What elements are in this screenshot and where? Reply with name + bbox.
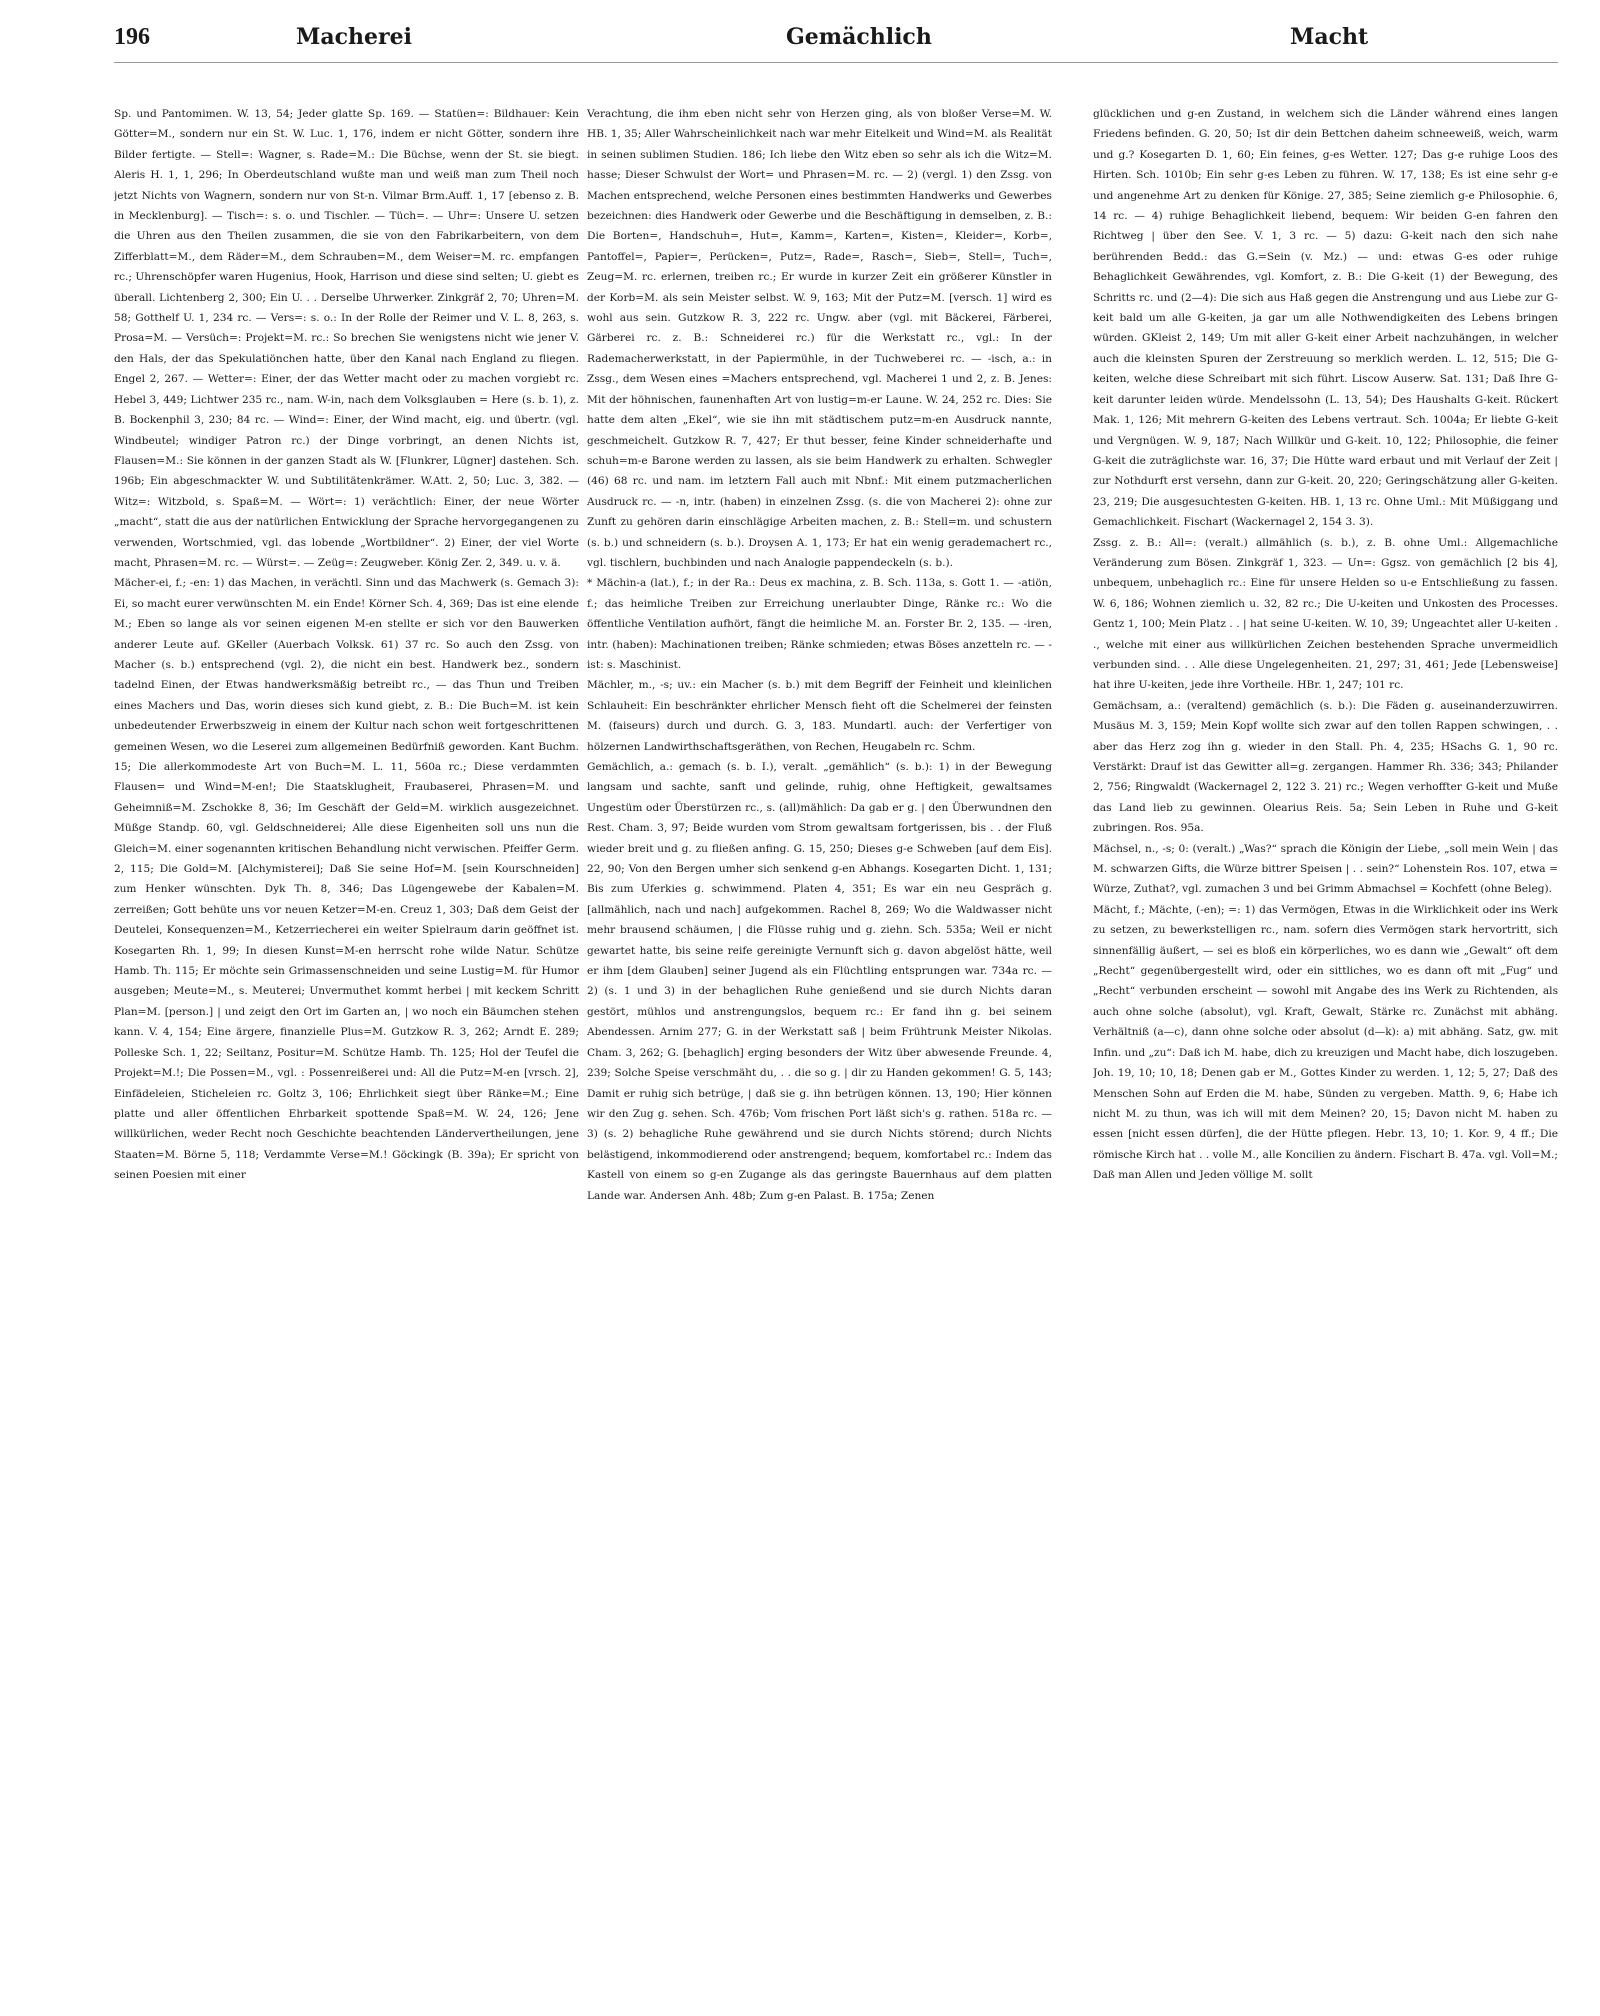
column-text: Sp. und Pantomimen. W. 13, 54; Jeder glatte Sp. 169. — Statüen=: Bildhauer: Kein Götter=M., sondern nur ein St. W. Luc. 1, 176, indem er nicht Götter, sondern ihre Bilder fertigte. — Stell=: Wagner, s. Rade=M.: Die Büchse, wenn der St. sie biegt. Aleris H. 1, 1, 296; In Oberdeutschland wußte man und weiß man zum Theil noch jetzt Nichts von Wagnern, sondern nur von St-n. Vilmar Brm.Auff. 1, 17 [ebenso z. B. in Mecklenburg]. — Tisch=: s. o. und Tischler. — Tüch=. — Uhr=: Unsere U. setzen die Uhren aus den Theilen zusammen, die sie von den Fabrikarbeitern, von dem Zifferblatt=M., dem Räder=M., dem Schrauben=M., dem Weiser=M. rc. empfangen rc.; Uhrenschöpfer waren Hugenius, Hook, Harrison und diese sind selten; U. giebt es überall. Lichtenberg 2, 300; Ein U. . . Derselbe Uhrwerker. Zinkgräf 2, 70; Uhren=M. 58; Gotthelf U. 1, 234 rc. — Vers=: s. o.: In der Rolle der Reimer und V. L. 8, 263, s. Prosa=M. — Versüch=: Projekt=M. rc.: So brechen Sie wenigstens nicht wie jener V. den Hals, der das Spekulatiönchen hatte, über den Kanal nach England zu fliegen. Engel 2, 267. — Wetter=: Einer, der das Wetter macht oder zu machen vorgiebt rc. Hebel 3, 449; Lichtwer 235 rc., nam. W-in, nach dem Volksglauben = Here (s. b. 1), z. B. Bockenphil 3, 230; 84 rc. — Wind=: Einer, der Wind macht, eig. und übertr. (vgl. Windbeutel; windiger Patron rc.) der Dinge vorbringt, an denen Nichts ist, Flausen=M.: Sie können in der ganzen Stadt als W. [Flunkrer, Lügner] dastehen. Sch. 196b; Ein abgeschmackter W. und Subtilitätenkrämer. W.Att. 2, 50; Luc. 3, 382. — Witz=: Witzbold, s. Spaß=M. — Wört=: 1) verächtlich: Einer, der neue Wörter „macht“, statt die aus der natürlichen Entwicklung der Sprache hervorgegangenen zu verwenden, Wortschmied, vgl. das lobende „Wortbildner“. 2) Einer, der viel Worte macht, Phrasen=M. rc. — Würst=. — Zeüg=: Zeugweber. König Zer. 2, 349. u. v. ä. Mächer-ei, f.; -en: 1) das Machen, in verächtl. Sinn und das Machwerk (s. Gemach 3): Ei, so macht eurer verwünschten M. ein Ende! Körner Sch. 4, 369; Das ist eine elende M.; Eben so lange als vor seinen eigenen M-en stellte er sich vor den Bauwerken anderer Leute auf. GKeller (Auerbach Volksk. 61) 37 rc. So auch den Zssg. von Macher (s. b.) entsprechend (vgl. 2), die nicht ein best. Handwerk bez., sondern tadelnd Einen, der Etwas handwerksmäßig betreibt rc., — das Thun und Treiben eines Machers und Das, worin dieses sich kund giebt, z. B.: Die Buch=M. ist kein unbedeutender Erwerbszweig in einem der Kultur nach schon weit fortgeschrittenen gemeinen Wesen, wo die Leserei zum allgemeinen Bedürfniß geworden. Kant Buchm. 15; Die allerkommodeste Art von Buch=M. L. 11, 560a rc.; Diese verdammten Flausen= und Wind=M-en!; Die Staatsklugheit, Fraubaserei, Phrasen=M. und Geheimniß=M. Zschokke 8, 36; Im Geschäft der Geld=M. wirklich ausgezeichnet. Müßge Standp. 60, vgl. Geldschneiderei; Alle diese Eigenheiten soll uns nun die Gleich=M. einer sogenannten kritischen Behandlung nicht verwischen. Pfeiffer Germ. 2, 115; Die Gold=M. [Alchymisterei]; Daß Sie seine Hof=M. [sein Kourschneiden] zum Henker wünschten. Dyk Th. 8, 346; Das Lügengewebe der Kabalen=M. zerreißen; Gott behüte uns vor neuen Ketzer=M-en. Creuz 1, 303; Daß dem Geist der Deutelei, Konsequenzen=M., Ketzerriecherei ein weiter Spielraum darin geöffnet ist. Kosegarten Rh. 1, 99; In diesen Kunst=M-en herrscht rohe wilde Natur. Schütze Hamb. Th. 115; Er möchte sein Grimassenschneiden und seine Lustig=M. für Humor ausgeben; Meute=M., s. Meuterei; Unvermuthet kommt herbei | mit keckem Schritt Plan=M. [person.] | und zeigt den Ort im Garten an, | wo noch ein Bäumchen stehen kann. V. 4, 154; Eine ärgere, finanzielle Plus=M. Gutzkow R. 3, 262; Arndt E. 289; Polleske Sch. 1, 22; Seiltanz, Positur=M. Schütze Hamb. Th. 125; Hol der Teufel die Projekt=M.!; Die Possen=M., vgl. : Possenreißerei und: All die Putz=M-en [vrsch. 2], Einfädeleien, Sticheleien rc. Goltz 3, 106; Ehrlichkeit siegt über Ränke=M.; Eine platte und aller öffentlichen Ehrbarkeit spottende Spaß=M. W. 24, 126; Jene willkürlichen, weder Recht noch Geschichte beachtenden Ländervertheilungen, jene Staaten=M. Börne 5, 118; Verdammte Verse=M.! Göckingk (B. 39a); Er spricht von seinen Poesien mit einer bbox=[114, 108, 579, 1182]
text-column-left bbox=[114, 104, 579, 1994]
header-rule bbox=[114, 62, 1558, 63]
center-guide-word: Gemächlich bbox=[786, 24, 932, 50]
text-column-right bbox=[1093, 104, 1558, 1994]
text-column-middle bbox=[587, 104, 1052, 1994]
column-text: glücklichen und g-en Zustand, in welchem sich die Länder während eines langen Friedens befinden. G. 20, 50; Ist dir dein Bettchen daheim schneeweiß, weich, warm und g.? Kosegarten D. 1, 60; Ein feines, g-es Wetter. 127; Das g-e ruhige Loos des Hirten. Sch. 1010b; Ein sehr g-es Leben zu führen. W. 17, 138; Es ist eine sehr g-e und angenehme Art zu denken für Könige. 27, 385; Seine ziemlich g-e Philosophie. 6, 14 rc. — 4) ruhige Behaglichkeit liebend, bequem: Wir beiden G-en fahren den Richtweg | über den See. V. 1, 3 rc. — 5) dazu: G-keit nach den sich nahe berührenden Bedd.: das G.=Sein (v. Mz.) — und: etwas G-es oder ruhige Behaglichkeit Gewährendes, vgl. Komfort, z. B.: Die G-keit (1) der Bewegung, des Schritts rc. und (2—4): Die sich aus Haß gegen die Anstrengung und aus Liebe zur G-keit bald um alle G-keiten, ja gar um alle Nothwendigkeiten des Lebens bringen würden. GKleist 2, 149; Um mit aller G-keit einer Arbeit nachzuhängen, in welcher auch die kleinsten Spuren der Zerstreuung so merklich werden. L. 12, 515; Die G-keiten, welche diese Schreibart mit sich führt. Liscow Auserw. Sat. 131; Daß Ihre G-keit darunter leiden würde. Mendelssohn (L. 13, 54); Des Haushalts G-keit. Rückert Mak. 1, 126; Mit mehrern G-keiten des Lebens vertraut. Sch. 1004a; Er liebte G-keit und Vergnügen. W. 9, 187; Nach Willkür und G-keit. 10, 122; Philosophie, die feiner G-keit die zuträglichste war. 16, 37; Die Hütte ward erbaut und mit Verlauf der Zeit | zur Nothdurft erst versehn, dann zur G-keit. 20, 220; Geringschätzung aller G-keiten. 23, 219; Die ausgesuchtesten G-keiten. HB. 1, 13 rc. Ohne Uml.: Mit Müßiggang und Gemachlichkeit. Fischart (Wackernagel 2, 154 3. 3). Zssg. z. B.: All=: (veralt.) allmählich (s. b.), z. B. ohne Uml.: Allgemachliche Veränderung zum Bösen. Zinkgräf 1, 323. — Un=: Ggsz. von gemächlich [2 bis 4], unbequem, unbehaglich rc.: Eine für unsere Helden so u-e Entschließung zu fassen. W. 6, 186; Wohnen ziemlich u. 32, 82 rc.; Die U-keiten und Unkosten des Processes. Gentz 1, 100; Mein Platz . . | hat seine U-keiten. W. 10, 39; Ungeachtet aller U-keiten . ., welche mit einer aus willkürlichen Zeichen bestehenden Sprache unvermeidlich verbunden sind. . . Alle diese Ungelegenheiten. 21, 297; 31, 461; Jede [Lebensweise] hat ihre U-keiten, jede ihre Vortheile. HBr. 1, 247; 101 rc. Gemächsam, a.: (veraltend) gemächlich (s. b.): Die Fäden g. auseinanderzuwirren. Musäus M. 3, 159; Mein Kopf wollte sich zwar auf den tollen Rappen schwingen, . . aber das Herz zog ihn g. wieder in den Stall. Ph. 4, 235; HSachs G. 1, 90 rc. Verstärkt: Drauf ist das Gewitter all=g. zergangen. Hammer Rh. 336; 343; Philander 2, 756; Ringwaldt (Wackernagel 2, 122 3. 21) rc.; Wegen verhoffter G-keit und Muße das Land lieb zu gewinnen. Olearius Reis. 5a; Sein Leben in Ruhe und G-keit zubringen. Ros. 95a. Mächsel, n., -s; 0: (veralt.) „Was?“ sprach die Königin der Liebe, „soll mein Wein | das M. schwarzen Gifts, die Würze bittrer Speisen | . . sein?“ Lohenstein Ros. 107, etwa = Würze, Zuthat?, vgl. zumachen 3 und bei Grimm Abmachsel = Kochfett (ohne Beleg). Mächt, f.; Mächte, (-en); =: 1) das Vermögen, Etwas in die Wirklichkeit oder ins Werk zu setzen, zu bewerkstelligen rc., nam. sofern dies Vermögen stark hervortritt, sich sinnenfällig äußert, — sei es bloß ein körperliches, wo es dann wie „Gewalt“ oft dem „Recht“ gegenübergestellt wird, oder ein sittliches, wo es dann oft mit „Fug“ und „Recht“ verbunden erscheint — sowohl mit Angabe des ins Werk zu Richtenden, als auch ohne solche (absolut), vgl. Kraft, Gewalt, Stärke rc. Zunächst mit abhäng. Verhältniß (a—c), dann ohne solche oder absolut (d—k): a) mit abhäng. Satz, gw. mit Infin. und „zu“: Daß ich M. habe, dich zu kreuzigen und Macht habe, dich loszugeben. Joh. 19, 10; 10, 18; Denen gab er M., Gottes Kinder zu werden. 1, 12; 5, 27; Daß des Menschen Sohn auf Erden die M. habe, Sünden zu vergeben. Matth. 9, 6; Habe ich nicht M. zu thun, was ich will mit dem Meinen? 20, 15; Davon nicht M. haben zu essen [nicht essen dürfen], die der Hütte pflegen. Hebr. 13, 10; 1. Kor. 9, 4 ff.; Die römische Kirch hat . . volle M., alle Koncilien zu ändern. Fischart B. 47a. vgl. Voll=M.; Daß man Allen und Jeden völlige M. sollt bbox=[1093, 108, 1558, 1182]
left-guide-word: Macherei bbox=[296, 24, 412, 50]
right-guide-word: Macht bbox=[1290, 24, 1369, 50]
page-number: 196 bbox=[114, 24, 150, 50]
column-text: Verachtung, die ihm eben nicht sehr von Herzen ging, als von bloßer Verse=M. W. HB. 1, 35; Aller Wahrscheinlichkeit nach war mehr Eitelkeit und Wind=M. als Realität in seinen sublimen Studien. 186; Ich liebe den Witz eben so sehr als ich die Witz=M. hasse; Dieser Schwulst der Wort= und Phrasen=M. rc. — 2) (vergl. 1) den Zssg. von Machen entsprechend, welche Personen eines bestimmten Handwerks und Gewerbes bezeichnen: dies Handwerk oder Gewerbe und die Beschäftigung in demselben, z. B.: Die Borten=, Handschuh=, Hut=, Kamm=, Karten=, Kisten=, Kleider=, Korb=, Pantoffel=, Papier=, Perücken=, Putz=, Rade=, Rasch=, Sieb=, Stell=, Tuch=, Zeug=M. rc. erlernen, treiben rc.; Er wurde in kurzer Zeit ein größerer Künstler in der Korb=M. als sein Meister selbst. W. 9, 163; Mit der Putz=M. [versch. 1] wird es wohl aus sein. Gutzkow R. 3, 222 rc. Ungw. aber (vgl. mit Bäckerei, Färberei, Gärberei rc. z. B.: Schneiderei rc.) für die Werkstatt rc., vgl.: In der Rademacherwerkstatt, in der Papiermühle, in der Tuchweberei rc. — -isch, a.: in Zssg., dem Wesen eines =Machers entsprechend, vgl. Macherei 1 und 2, z. B. Jenes: Mit der höhnischen, faunenhaften Art von lustig=m-er Laune. W. 24, 252 rc. Dies: Sie hatte dem alten „Ekel“, wie sie ihn mit städtischem putz=m-en Ausdruck nannte, geschmeichelt. Gutzkow R. 7, 427; Er thut besser, feine Kinder schneiderhafte und schuh=m-e Barone werden zu lassen, als sie beim Handwerk zu erhalten. Schwegler (46) 68 rc. und nam. im letztern Fall auch mit Nbnf.: Mit einem putzmacherlichen Ausdruck rc. — -n, intr. (haben) in einzelnen Zssg. (s. die von Macherei 2): ohne zur Zunft zu gehören darin einschlägige Arbeiten machen, z. B.: Stell=m. und schustern (s. b.) und schneidern (s. b.). Droysen A. 1, 173; Er hat ein wenig gerademachert rc., vgl. tischlern, buchbinden und nach Analogie pappendeckeln (s. b.). * Mächin-a (lat.), f.; in der Ra.: Deus ex machina, z. B. Sch. 113a, s. Gott 1. — -atiön, f.; das heimliche Treiben zur Erreichung unerlaubter Dinge, Ränke rc.: Wo die öffentliche Ventilation aufhört, fängt die heimliche M. an. Forster Br. 2, 135. — -iren, intr. (haben): Machinationen treiben; Ränke schmieden; etwas Böses anzetteln rc. — -ist: s. Maschinist. Mächler, m., -s; uv.: ein Macher (s. b.) mit dem Begriff der Feinheit und kleinlichen Schlauheit: Ein beschränkter ehrlicher Mensch fieht oft die Schelmerei der feinsten M. (faiseurs) durch und durch. G. 3, 183. Mundartl. auch: der Verfertiger von hölzernen Landwirthschaftsgeräthen, von Rechen, Heugabeln rc. Schm. Gemächlich, a.: gemach (s. b. I.), veralt. „gemählich“ (s. b.): 1) in der Bewegung langsam und sachte, sanft und gelinde, ruhig, ohne Heftigkeit, gewaltsames Ungestüm oder Überstürzen rc., s. (all)mählich: Da gab er g. | den Überwundnen den Rest. Cham. 3, 97; Beide wurden vom Strom gewaltsam fortgerissen, bis . . der Fluß wieder breit und g. zu fließen anfing. G. 15, 250; Dieses g-e Schweben [auf dem Eis]. 22, 90; Von den Bergen umher sich senkend g-en Abhangs. Kosegarten Dicht. 1, 131; Bis zum Uferkies g. schwimmend. Platen 4, 351; Es war ein neu Gespräch g. [allmählich, nach und nach] aufgekommen. Rachel 8, 269; Wo die Waldwasser nicht mehr brausend schäumen, | die Flüsse ruhig und g. ziehn. Sch. 535a; Weil er nicht gewartet hatte, bis seine reife gereinigte Vernunft sich g. davon abgelöst hätte, weil er ihm [dem Glauben] seiner Jugend als ein Flüchtling entsprungen war. 734a rc. — 2) (s. 1 und 3) in der behaglichen Ruhe genießend und sie durch Nichts daran gestört, mühlos und anstrengungslos, bequem rc.: Er fand ihn g. bei seinem Abendessen. Arnim 277; G. in der Werkstatt saß | beim Frühtrunk Meister Nikolas. Cham. 3, 262; G. [behaglich] erging besonders der Witz über abwesende Freunde. 4, 239; Solche Speise verschmäht du, . . die so g. | dir zu Handen gekommen! G. 5, 143; Damit er ruhig sich betrüge, | daß sie g. ihn betrügen können. 13, 190; Hier können wir den Zug g. sehen. Sch. 476b; Vom frischen Port läßt sich's g. rathen. 518a rc. — 3) (s. 2) behagliche Ruhe gewährend und sie durch Nichts störend; durch Nichts belästigend, inkommodierend oder anstrengend; bequem, komfortabel rc.: Indem das Kastell von einem so g-en Zugange als das geringste Bauernhaus auf dem platten Lande war. Andersen Anh. 48b; Zum g-en Palast. B. 175a; Zenen bbox=[587, 108, 1052, 1202]
